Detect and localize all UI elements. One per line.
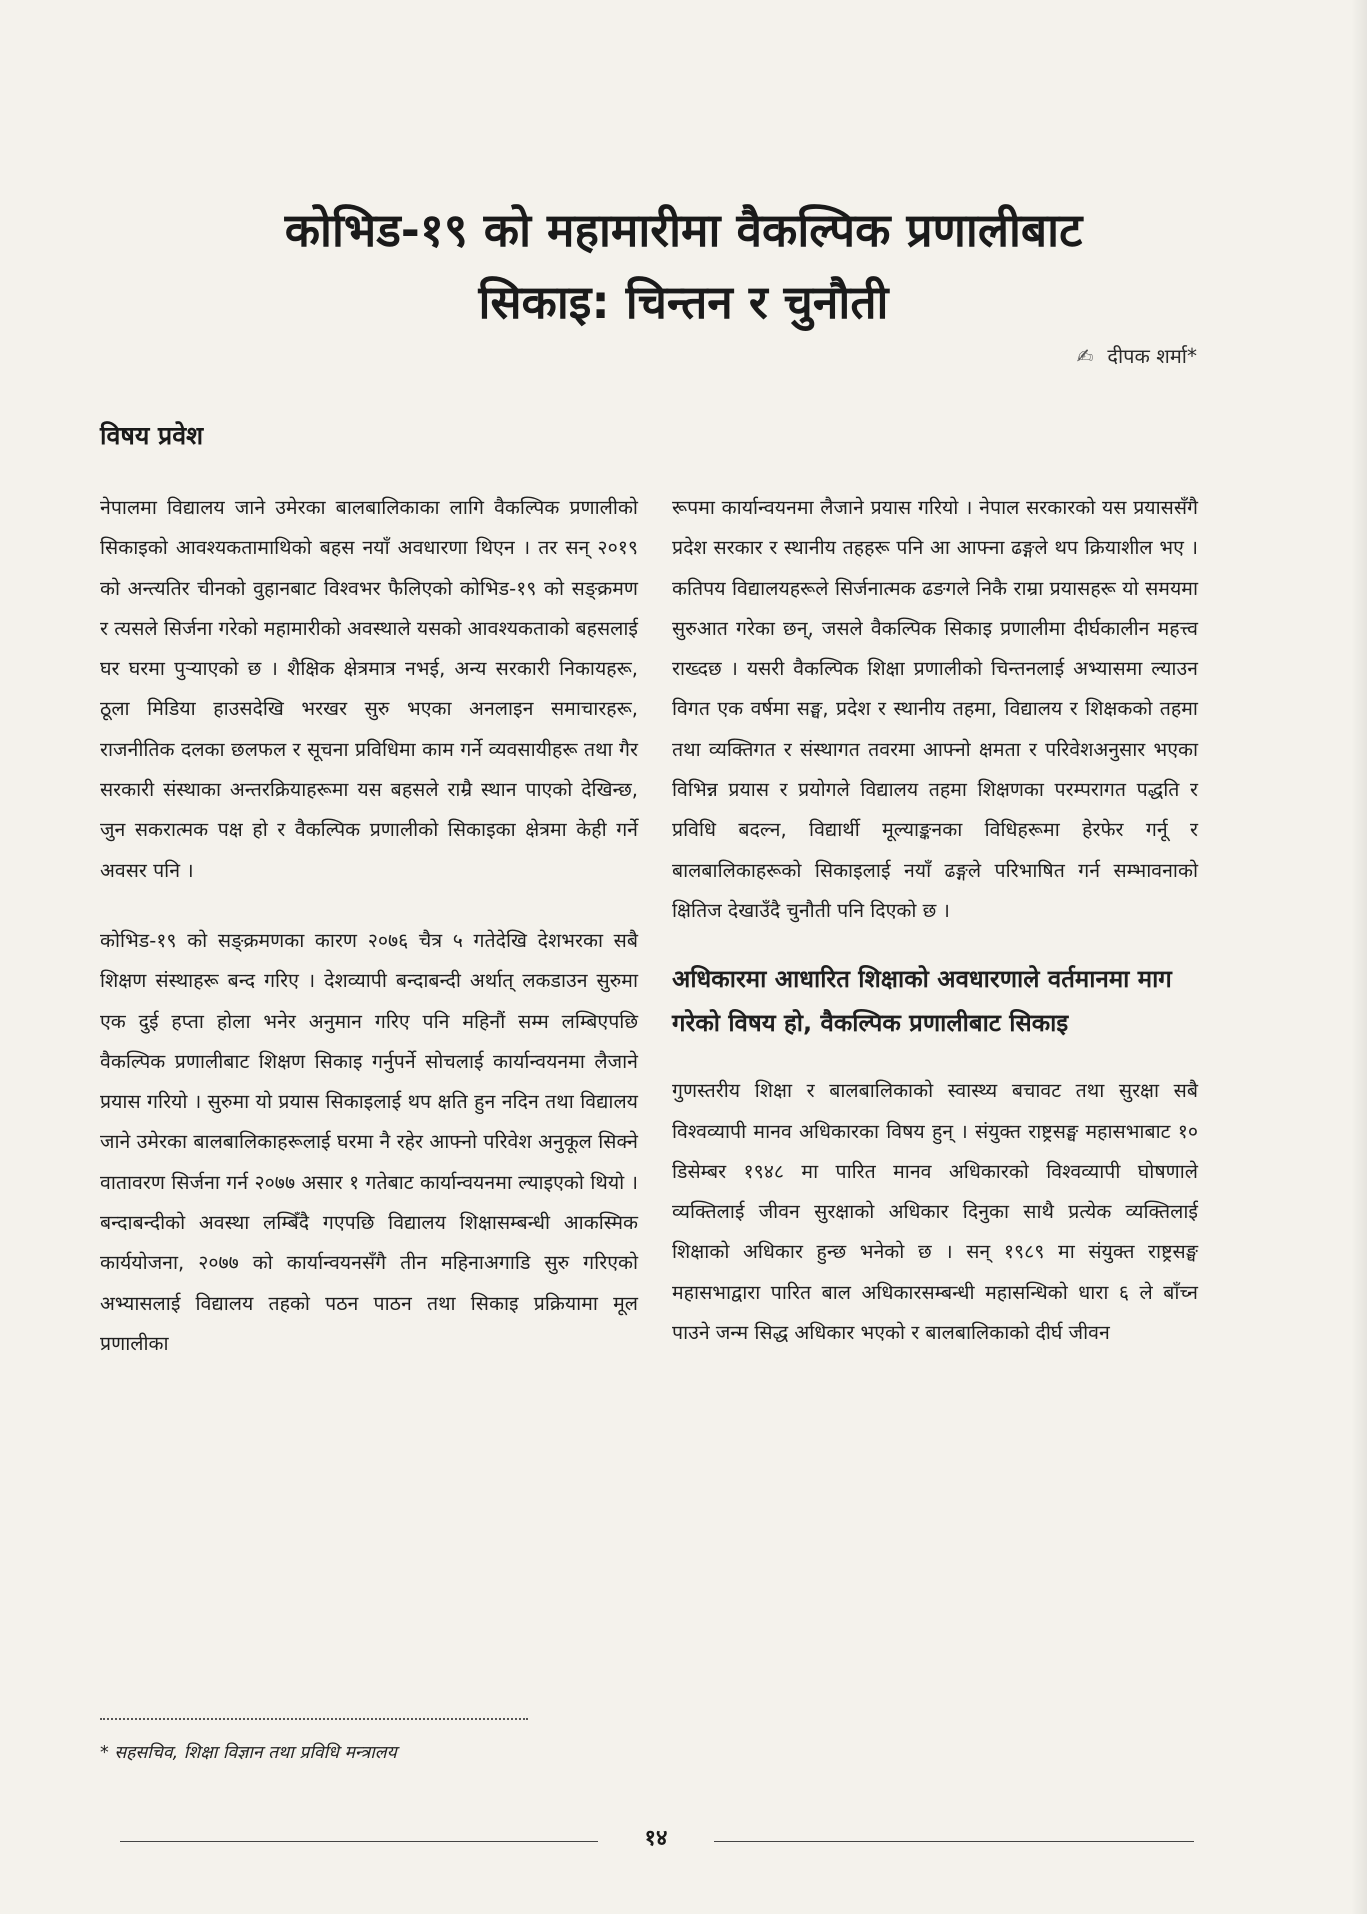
scan-edge-shadow (1351, 0, 1367, 1914)
author-name: दीपक शर्मा* (1107, 344, 1197, 368)
paragraph: रूपमा कार्यान्वयनमा लैजाने प्रयास गरियो । नेपाल सरकारको यस प्रयाससँगै प्रदेश सरकार र स्थानीय तहहरू पनि आ आफ्ना ढङ्गले थप क्रियाशील भए । कतिपय विद्यालयहरूले सिर्जनात्मक ढङगले निकै राम्रा प्रयासहरू यो समयमा सुरुआत गरेका छन्, जसले वैकल्पिक सिकाइ प्रणालीमा दीर्घकालीन महत्त्व राख्दछ । यसरी वैकल्पिक शिक्षा प्रणालीको चिन्तनलाई अभ्यासमा ल्याउन विगत एक वर्षमा सङ्घ, प्रदेश र स्थानीय तहमा, विद्यालय र शिक्षकको तहमा तथा व्यक्तिगत र संस्थागत तवरमा आफ्नो क्षमता र परिवेशअनुसार भएका विभिन्न प्रयास र प्रयोगले विद्यालय तहमा शिक्षणका परम्परागत पद्धति र प्रविधि बदल्न, विद्यार्थी मूल्याङ्कनका विधिहरूमा हेरफेर गर्नू र बालबालिकाहरूको सिकाइलाई नयाँ ढङ्गले परिभाषित गर्न सम्भावनाको क्षितिज देखाउँदै चुनौती पनि दिएको छ । (672, 496, 1198, 922)
article-title-line-1: कोभिड-१९ को महामारीमा वैकल्पिक प्रणालीबाट (284, 203, 1083, 257)
footnote: * सहसचिव, शिक्षा विज्ञान तथा प्रविधि मन्त्रालय (100, 1743, 397, 1763)
footnote-divider (100, 1718, 528, 1720)
author-byline (1077, 342, 1197, 369)
footer-rule-right (714, 1841, 1194, 1842)
pen-icon: ✍ (1076, 344, 1094, 368)
page-number: १४ (644, 1826, 668, 1851)
paragraph: कोभिड-१९ को सङ्क्रमणका कारण २०७६ चैत्र ५ गतेदेखि देशभरका सबै शिक्षण संस्थाहरू बन्द गरिए । देशव्यापी बन्दाबन्दी अर्थात् लकडाउन सुरुमा एक दुई हप्ता होला भनेर अनुमान गरिए पनि महिनौं सम्म लम्बिएपछि वैकल्पिक प्रणालीबाट शिक्षण सिकाइ गर्नुपर्ने सोचलाई कार्यान्वयनमा लैजाने प्रयास गरियो । सुरुमा यो प्रयास सिकाइलाई थप क्षति हुन नदिन तथा विद्यालय जाने उमेरका बालबालिकाहरूलाई घरमा नै रहेर आफ्नो परिवेश अनुकूल सिक्ने वातावरण सिर्जना गर्न २०७७ असार १ गतेबाट कार्यान्वयनमा ल्याइएको थियो । बन्दाबन्दीको अवस्था लम्बिँदै गएपछि विद्यालय शिक्षासम्बन्धी आकस्मिक कार्ययोजना, २०७७ को कार्यान्वयनसँगै तीन महिनाअगाडि सुरु गरिएको अभ्यासलाई विद्यालय तहको पठन पाठन तथा सिकाइ प्रक्रियामा मूल प्रणालीका (100, 928, 638, 1355)
subsection-heading: अधिकारमा आधारित शिक्षाको अवधारणाले वर्तमानमा माग गरेको विषय हो, वैकल्पिक प्रणालीबाट सिकाइ (672, 965, 1172, 1038)
section-heading: विषय प्रवेश (100, 421, 204, 450)
right-column (672, 488, 1198, 1353)
article-title-line-2: सिकाइ: चिन्तन र चुनौती (478, 275, 889, 329)
paragraph: गुणस्तरीय शिक्षा र बालबालिकाको स्वास्थ्य बचावट तथा सुरक्षा सबै विश्वव्यापी मानव अधिकारका विषय हुन् । संयुक्त राष्ट्रसङ्घ महासभाबाट १० डिसेम्बर १९४८ मा पारित मानव अधिकारको विश्वव्यापी घोषणाले व्यक्तिलाई जीवन सुरक्षाको अधिकार दिनुका साथै प्रत्येक व्यक्तिलाई शिक्षाको अधिकार हुन्छ भनेको छ । सन् १९८९ मा संयुक्त राष्ट्रसङ्घ महासभाद्वारा पारित बाल अधिकारसम्बन्धी महासन्धिको धारा ६ ले बाँच्न पाउने जन्म सिद्ध अधिकार भएको र बालबालिकाको दीर्घ जीवन (672, 1079, 1198, 1345)
paragraph: नेपालमा विद्यालय जाने उमेरका बालबालिकाका लागि वैकल्पिक प्रणालीको सिकाइको आवश्यकतामाथिको बहस नयाँ अवधारणा थिएन । तर सन् २०१९ को अन्त्यतिर चीनको वुहानबाट विश्वभर फैलिएको कोभिड-१९ को सङ्क्रमण र त्यसले सिर्जना गरेको महामारीको अवस्थाले यसको आवश्यकताको बहसलाई घर घरमा पुर्‍याएको छ । शैक्षिक क्षेत्रमात्र नभई, अन्य सरकारी निकायहरू, ठूला मिडिया हाउसदेखि भरखर सुरु भएका अनलाइन समाचारहरू, राजनीतिक दलका छलफल र सूचना प्रविधिमा काम गर्ने व्यवसायीहरू तथा गैर सरकारी संस्थाका अन्तरक्रियाहरूमा यस बहसले राम्रै स्थान पाएको देखिन्छ, जुन सकरात्मक पक्ष हो र वैकल्पिक प्रणालीको सिकाइका क्षेत्रमा केही गर्ने अवसर पनि । (100, 496, 638, 882)
left-column (100, 488, 638, 1364)
